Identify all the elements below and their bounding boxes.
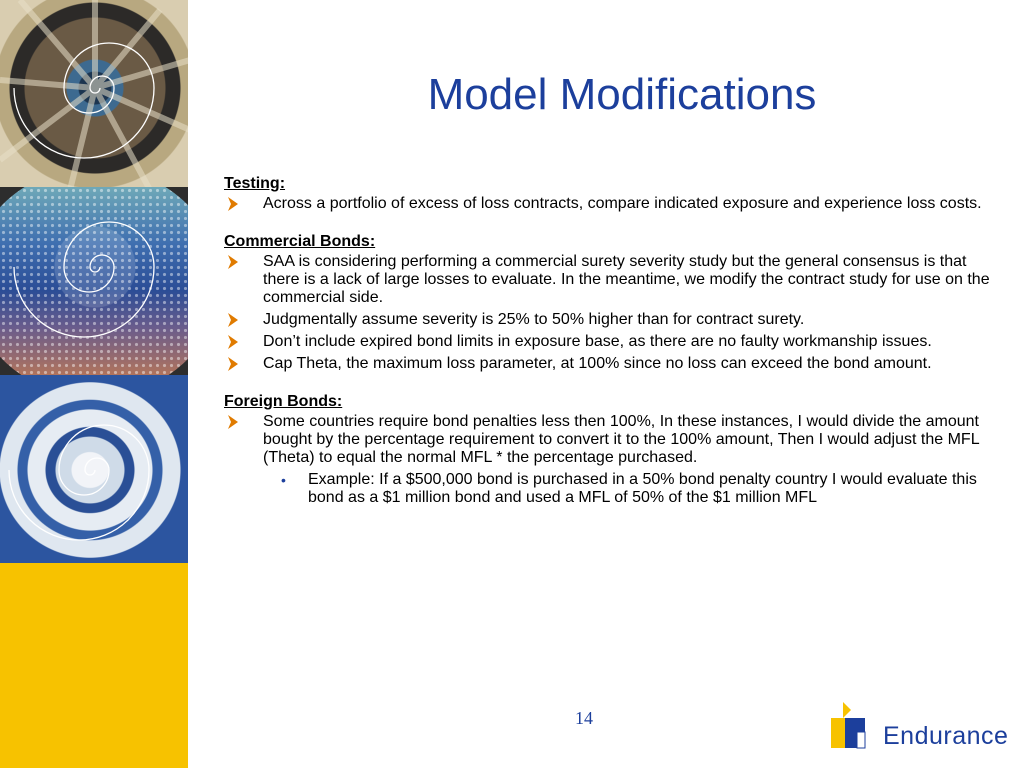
chevron-right-icon (226, 311, 240, 329)
dot-icon: • (281, 472, 286, 488)
chevron-right-icon (226, 253, 240, 271)
chevron-right-icon (226, 355, 240, 373)
section-heading: Foreign Bonds: (224, 393, 343, 410)
chevron-right-icon (226, 333, 240, 351)
slide-body (224, 175, 994, 527)
bullet-text: Some countries require bond penalties less then 100%, In these instances, I would divide the amount bought by the percentage requirement to convert it to the 100% amount, Then I would adjust the MFL (Theta) to equal the normal MFL * the percentage purchased. (263, 413, 979, 466)
section-testing (224, 175, 994, 213)
slide-title: Model Modifications (427, 70, 817, 119)
chevron-right-icon (226, 413, 240, 431)
bullet-item (224, 253, 994, 307)
section-heading: Testing: (224, 175, 286, 192)
page-number: 14 (575, 708, 593, 728)
bullet-item (224, 195, 994, 213)
bullet-item (224, 355, 994, 373)
section-foreign-bonds (224, 393, 994, 507)
bullet-item (224, 311, 994, 329)
bullet-text: Across a portfolio of excess of loss contracts, compare indicated exposure and experience loss costs. (263, 195, 982, 212)
turbine-blades (0, 0, 188, 187)
hurricane-image (0, 375, 188, 563)
wafer-image (0, 187, 188, 375)
section-heading: Commercial Bonds: (224, 233, 376, 250)
bullet-item (224, 333, 994, 351)
bullet-text: SAA is considering performing a commercial surety severity study but the general consensus is that there is a lack of large losses to evaluate. In the meantime, we modify the contract study for use on the commercial side. (263, 253, 990, 306)
turbine-image (0, 0, 188, 187)
endurance-logo (829, 700, 1009, 755)
bullet-text: Cap Theta, the maximum loss parameter, at 100% since no loss can exceed the bond amount. (263, 355, 932, 372)
yellow-block (0, 563, 188, 768)
bullet-text: Judgmentally assume severity is 25% to 50% higher than for contract surety. (263, 311, 805, 328)
wafer-spiral (0, 187, 188, 375)
chevron-right-icon (226, 195, 240, 213)
decorative-sidebar (0, 0, 188, 768)
sub-bullet-item (224, 471, 994, 507)
logo-text: Endurance (883, 722, 1009, 750)
bullet-item (224, 413, 994, 467)
bullet-text: Don’t include expired bond limits in exposure base, as there are no faulty workmanship issues. (263, 333, 932, 350)
hurricane-spiral (0, 375, 188, 563)
section-commercial-bonds (224, 233, 994, 373)
sub-bullet-text: Example: If a $500,000 bond is purchased in a 50% bond penalty country I would evaluate this bond as a $1 million bond and used a MFL of 50% of the $1 million MFL (308, 471, 977, 506)
logo-mark-icon (829, 700, 869, 750)
